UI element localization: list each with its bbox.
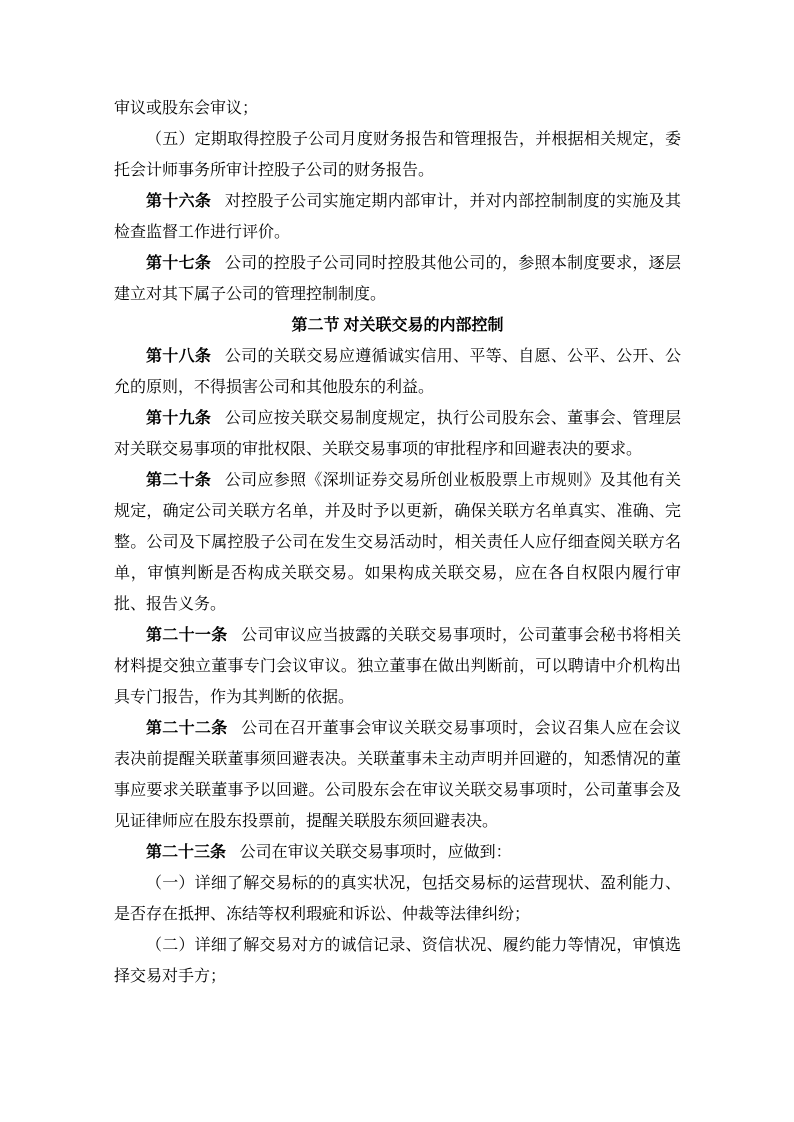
paragraph	[114, 124, 681, 186]
paragraph	[114, 465, 681, 620]
paragraph	[114, 930, 681, 992]
document-body	[114, 93, 681, 992]
paragraph-text: 审议或股东会审议；	[114, 100, 259, 117]
paragraph	[114, 341, 681, 403]
article-number: 第十六条	[146, 193, 212, 210]
article-number: 第二十一条	[146, 627, 228, 644]
paragraph-text: （一）详细了解交易标的的真实状况，包括交易标的运营现状、盈利能力、是否存在抵押、冻结等权利瑕疵和诉讼、仲裁等法律纠纷；	[114, 875, 681, 923]
paragraph	[114, 93, 681, 124]
paragraph-text: 公司应按关联交易制度规定，执行公司股东会、董事会、管理层对关联交易事项的审批权限、关联交易事项的审批程序和回避表决的要求。	[114, 410, 681, 458]
article-number: 第十九条	[146, 410, 212, 427]
paragraph	[114, 713, 681, 837]
paragraph-text: 公司在召开董事会审议关联交易事项时，会议召集人应在会议表决前提醒关联董事须回避表决。关联董事未主动声明并回避的，知悉情况的董事应要求关联董事予以回避。公司股东会在审议关联交易事项时，公司董事会及见证律师应在股东投票前，提醒关联股东须回避表决。	[114, 720, 681, 830]
paragraph-text: 公司审议应当披露的关联交易事项时，公司董事会秘书将相关材料提交独立董事专门会议审议。独立董事在做出判断前，可以聘请中介机构出具专门报告，作为其判断的依据。	[114, 627, 681, 706]
article-number: 第二十三条	[146, 844, 227, 861]
section-heading-text: 第二节 对关联交易的内部控制	[291, 317, 504, 334]
paragraph	[114, 248, 681, 310]
paragraph-text: （二）详细了解交易对方的诚信记录、资信状况、履约能力等情况，审慎选择交易对手方；	[114, 937, 681, 985]
paragraph-text: 公司的关联交易应遵循诚实信用、平等、自愿、公平、公开、公允的原则，不得损害公司和其他股东的利益。	[114, 348, 681, 396]
paragraph	[114, 186, 681, 248]
article-number: 第二十条	[146, 472, 212, 489]
article-number: 第十八条	[146, 348, 212, 365]
article-number: 第二十二条	[146, 720, 228, 737]
paragraph-text: 对控股子公司实施定期内部审计，并对内部控制制度的实施及其检查监督工作进行评价。	[114, 193, 681, 241]
paragraph	[114, 837, 681, 868]
paragraph-text: 公司的控股子公司同时控股其他公司的，参照本制度要求，逐层建立对其下属子公司的管理控制制度。	[114, 255, 681, 303]
paragraph	[114, 403, 681, 465]
article-number: 第十七条	[146, 255, 212, 272]
paragraph	[114, 620, 681, 713]
paragraph-text: （五）定期取得控股子公司月度财务报告和管理报告，并根据相关规定，委托会计师事务所审计控股子公司的财务报告。	[114, 131, 681, 179]
paragraph-text: 公司在审议关联交易事项时，应做到：	[239, 844, 512, 861]
paragraph-text: 公司应参照《深圳证券交易所创业板股票上市规则》及其他有关规定，确定公司关联方名单，并及时予以更新，确保关联方名单真实、准确、完整。公司及下属控股子公司在发生交易活动时，相关责任人应仔细查阅关联方名单，审慎判断是否构成关联交易。如果构成关联交易，应在各自权限内履行审批、报告义务。	[114, 472, 681, 613]
section-heading	[114, 310, 681, 341]
paragraph	[114, 868, 681, 930]
